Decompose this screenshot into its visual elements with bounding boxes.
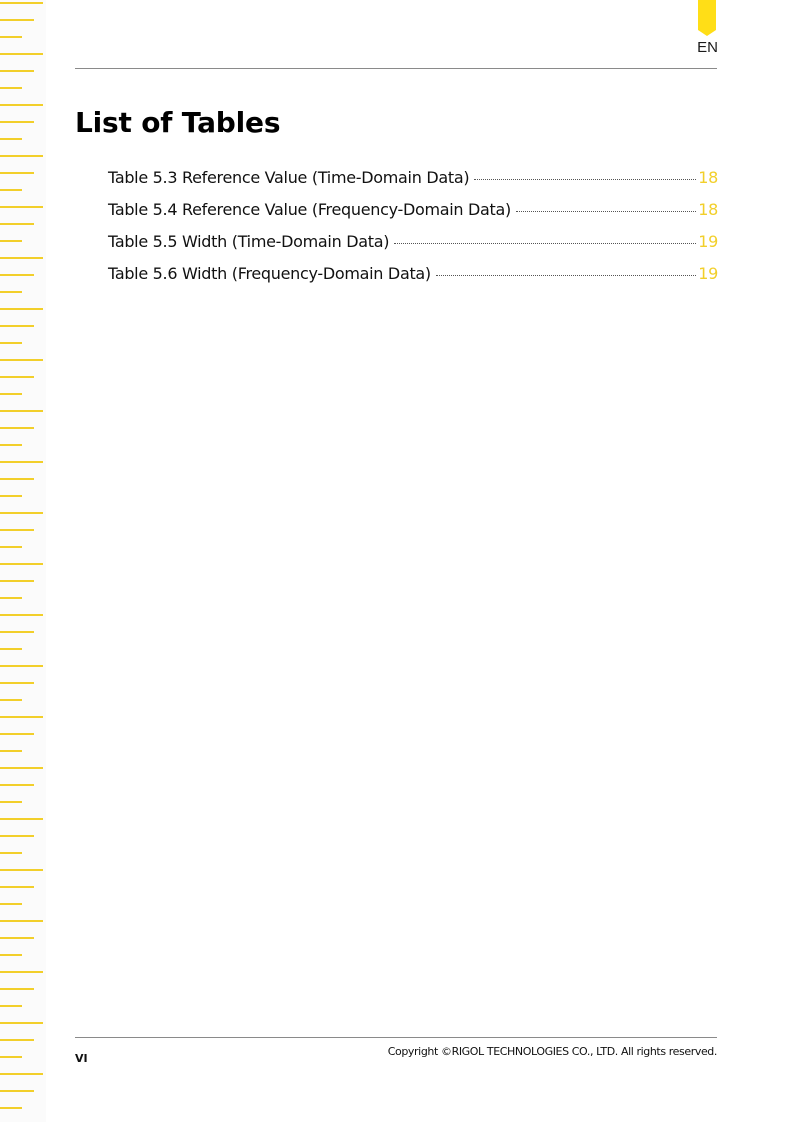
ruler-tick [0,155,43,157]
header-rule [75,68,717,69]
toc-page-link[interactable]: 19 [698,264,718,283]
ruler-tick [0,87,22,89]
toc-entry-label[interactable]: Table 5.4 Reference Value (Frequency-Domain Data) [108,200,511,219]
language-tab-marker [698,0,716,30]
ruler-tick [0,1039,34,1041]
ruler-tick [0,1073,43,1075]
ruler-tick [0,1107,22,1109]
ruler-tick [0,852,22,854]
toc-dot-leader [474,179,696,180]
ruler-tick [0,563,43,565]
ruler-tick [0,1005,22,1007]
ruler-tick [0,274,34,276]
ruler-tick [0,886,34,888]
ruler-tick [0,291,22,293]
ruler-tick [0,971,43,973]
ruler-tick [0,767,43,769]
toc-entry-label[interactable]: Table 5.6 Width (Frequency-Domain Data) [108,264,431,283]
toc-entry-label[interactable]: Table 5.3 Reference Value (Time-Domain Data) [108,168,470,187]
page-edge-ruler [0,0,46,1122]
ruler-tick [0,444,22,446]
ruler-tick [0,172,34,174]
ruler-tick [0,920,43,922]
toc-entry[interactable] [108,264,718,296]
toc-page-link[interactable]: 18 [698,200,718,219]
ruler-tick [0,733,34,735]
ruler-tick [0,121,34,123]
toc-entry[interactable] [108,168,718,200]
ruler-tick [0,393,22,395]
ruler-tick [0,257,43,259]
toc-dot-leader [436,275,696,276]
ruler-tick [0,478,34,480]
ruler-tick [0,410,43,412]
toc-page-link[interactable]: 18 [698,168,718,187]
ruler-tick [0,427,34,429]
ruler-tick [0,36,22,38]
ruler-tick [0,206,43,208]
footer-rule [75,1037,717,1038]
ruler-tick [0,699,22,701]
language-tab-marker-tip [698,30,716,36]
ruler-tick [0,801,22,803]
toc-dot-leader [516,211,696,212]
ruler-tick [0,19,34,21]
toc-entry-label[interactable]: Table 5.5 Width (Time-Domain Data) [108,232,390,251]
language-label: EN [697,39,718,56]
ruler-tick [0,1056,22,1058]
ruler-tick [0,665,43,667]
ruler-tick [0,359,43,361]
ruler-tick [0,682,34,684]
ruler-tick [0,308,43,310]
ruler-tick [0,342,22,344]
ruler-tick [0,954,22,956]
footer-page-number: VI [75,1052,88,1065]
footer-copyright: Copyright ©RIGOL TECHNOLOGIES CO., LTD. All rights reserved. [387,1045,717,1058]
ruler-tick [0,750,22,752]
ruler-tick [0,1022,43,1024]
ruler-tick [0,648,22,650]
ruler-tick [0,614,43,616]
ruler-tick [0,104,43,106]
ruler-tick [0,869,43,871]
ruler-tick [0,325,34,327]
toc-dot-leader [394,243,696,244]
toc-page-link[interactable]: 19 [698,232,718,251]
ruler-tick [0,716,43,718]
ruler-tick [0,223,34,225]
ruler-tick [0,376,34,378]
ruler-tick [0,189,22,191]
ruler-tick [0,784,34,786]
ruler-tick [0,546,22,548]
ruler-tick [0,597,22,599]
ruler-tick [0,461,43,463]
ruler-tick [0,2,43,4]
ruler-tick [0,70,34,72]
ruler-tick [0,631,34,633]
ruler-tick [0,138,22,140]
ruler-tick [0,529,34,531]
ruler-tick [0,240,22,242]
page-title: List of Tables [75,106,281,139]
ruler-tick [0,988,34,990]
ruler-tick [0,1090,34,1092]
ruler-tick [0,903,22,905]
toc-entry[interactable] [108,200,718,232]
list-of-tables [108,168,718,296]
ruler-tick [0,835,34,837]
ruler-tick [0,937,34,939]
ruler-tick [0,818,43,820]
ruler-tick [0,580,34,582]
toc-entry[interactable] [108,232,718,264]
ruler-tick [0,512,43,514]
ruler-tick [0,495,22,497]
ruler-tick [0,53,43,55]
